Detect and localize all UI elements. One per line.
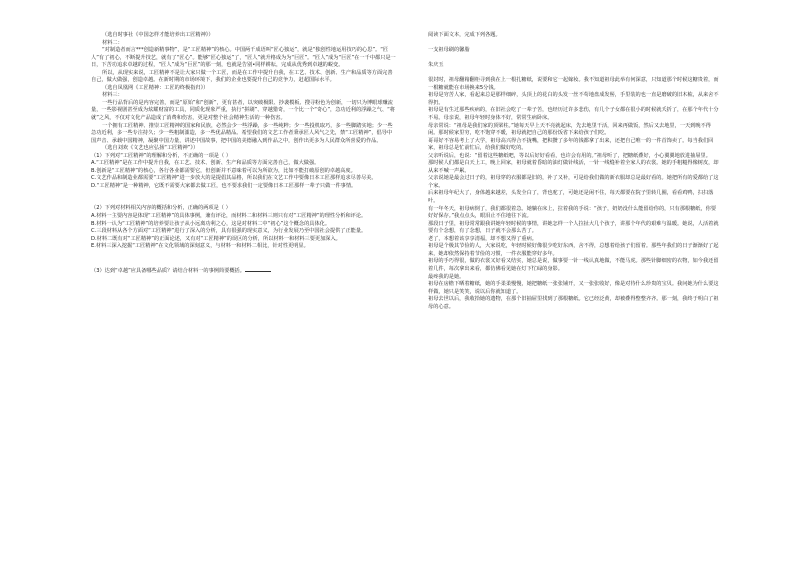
left-column	[91, 32, 396, 275]
paragraph: 有一年冬天，祖母病倒了，我们都很着急。她躺在床上，拉着我的手说：“孩子，奶奶没什么能留给你的，只有那根糖纸，你要好好保存。”我点点头，眼泪止不住地往下流。	[428, 205, 717, 220]
paragraph: 所以，从现实来说，工匠精神不是让大家只做一个工匠，而是在工作中提升自我，在工艺、技术、创新、生产和品质等方面完善自己，做大做强，创造卓越。在新时期的市场环境下，我们的企业也要提升自己的竞争力，赶超国际水平。	[91, 69, 393, 84]
paragraph: 最疼我的是她。	[428, 273, 465, 280]
source-note: （选自刘欢《文艺也应弘扬“工匠精神”》）	[102, 145, 199, 152]
paragraph: 祖母是有生过那些疾病的，在旧社会吃了一辈子苦，也经历过许多悲伤，有几个子女都在很小的时候就夭折了，在那个年代十分不易。母亲说，祖母年轻时身体不好，常常生病卧床。	[428, 107, 719, 122]
option-b: B.材料一认为“工匠精神”的培养要让孩子从小远离功利之心，这是对材料二中“初心”这个概念的具体化。	[91, 220, 331, 227]
paragraph: 哥哥好不容易考上了大学，祖母高兴得合不拢嘴，把积攒了多年的钱都拿了出来，还把自己唯一的一件首饰卖了。每当我们回家，祖母总是忙前忙后，给我们做好吃的。	[428, 137, 714, 152]
paragraph: 那时候人们都是白天上工，晚上回家，祖母就着昏暗的油灯做针线活，一针一线缝补着全家人的衣裳。她的手粗糙得像树皮，却从来不喊一声累。	[428, 160, 719, 174]
paragraph: 祖母的手巧得很，做的衣裳又好看又结实，她总是说，做事要一针一线认真地做，不能马虎。那些针脚细密的衣物，如今我还留着几件，每次拿出来看，都仿佛看见她在灯下忙碌的身影。	[428, 258, 719, 272]
answer-blank	[245, 266, 271, 272]
instructions: 阅读下面文本，完成下列各题。	[428, 32, 501, 38]
paragraph: 祖母是穷苦人家，看起来总是那样细碎，头顶上的花白的头发一丝不苟地盘成发髻，手里装的也一直是磨破的旧木梳，从来舍不得扔。	[428, 92, 719, 106]
paragraph: 一些行品背后的是内容完善，而是“原始”和“创新”，更有甚者，以突破极限、抄袭模板、搜寻粉色为创新，一切只为博眼球赚流量，一些影视剧甚至成为炫耀财富的工具，同质化现象严重，执行“拼刷”、穿越猎奇，一个比一个“奇心”，急功近利的浮躁之气、“将就”之风，不仅对文化产品造成了消费和伤害，更是对整个社会精神生活的一种伤害。	[91, 99, 395, 122]
material-heading: 材料二：	[102, 39, 123, 46]
story-author: 朱庆玉	[428, 62, 444, 69]
paragraph: 那段日子里，祖母常常跟我讲她年轻时候的事情，讲她怎样一个人拉扯大几个孩子，讲那个年代的艰难与温暖。她说，人活着就要有个念想，有了念想，日子就不会那么苦了。	[428, 220, 719, 235]
paragraph: “对制造者而言***创造新精事物”，是“工匠精神”的核心。中国两千成语叫“匠心独运”，就是“独创性地运用技巧的心思”。“匠人”有了初心，不断提升技艺，就有了“匠心”。能够“匠心独运”了，“匠人”就升格成为为“巨匠”。“匠人”成为“巨匠”在一千中都只是一日，下苦功追求卓越的过程，“匠人”成为“巨匠”的那一刻，也就是告别•同样耕耘，完成从优秀到卓越的蜕变。	[91, 47, 396, 69]
option-a: A.材料一主要内容是体现“工匠精神”的具体事例，兼有评论，而材料二和材料三则只有对“工匠精神”的理性分析和评论。	[91, 213, 367, 220]
question-1: （1）下列对“工匠精神”的理解和分析，不正确的一项是（ ）	[91, 152, 232, 159]
source-note: （选自时事社《中国怎样才能培养出工匠精神》）	[102, 32, 214, 38]
option-b: B.创新是“工匠精神”的核心，各行各业都需要它，但创新并不意味着可以为所欲为，比如不能打破原创的卓越高度。	[91, 167, 356, 174]
paragraph: 很封时，祖母翻箱翻柜寻到我在上一根扎糖纸，说要和它一起嫁妆。我不知道祖母此举有何深意，只知道那个时候这糖贵着，而一根糖就能在市场换来5分钱。	[428, 77, 719, 91]
question-2: （2）下列对材料相关内容的概括和分析，正确的两项是（ ）	[91, 205, 231, 212]
paragraph: 祖母是个极其节俭的人，大家说吃，年轻时候好像很少吃好东西，舍不得，总想着给孩子们留着。那些年我们的日子渐渐好了起来，她却依然保持着节俭的习惯，一件衣服能穿好多年。	[428, 243, 719, 257]
option-d: D.材料二既有对“工匠精神”的正面论述，又有对“工匠精神”的误区的分析，所以材料一和材料三要更加深入。	[91, 235, 341, 242]
story-title: 一支祖母刷的馨脂	[428, 47, 470, 54]
option-c: C.文艺作品和制造业都需要“工匠精神”进一步放大的是提倡其品格，所以我们在文艺工作中要像日本工匠那样追求尽善尽美。	[91, 175, 377, 182]
option-a: A.“工匠精神”是在工作中提升自我，在工艺、技术、创新、生产和品质等方面完善自己，做大做强。	[91, 160, 320, 167]
source-note: （选自凤凰网《工匠精神：工匠的终极指归》）	[102, 84, 209, 91]
right-column	[428, 32, 720, 311]
option-d: D.“工匠精神”是一种精神，它既不需要大家都去做工匠，也不要求我们一定要像日本工匠那样一辈子只做一件事情。	[91, 182, 357, 189]
paragraph: 母亲常说：“祖母是我们家的顶梁柱。”她每天早上天不亮就起床，先去地里干活，回来再做饭，然后又去地里，一天到晚不得闲。那时候家里穷，吃不饱穿不暖，祖母就把自己的那份饭省下来给孩子们吃。	[428, 122, 711, 137]
question-3-text: （3）达到“卓越”应具备哪些品质？请结合材料一的事例简要概括。	[91, 267, 245, 274]
paragraph: 后来祖母年纪大了，身体越来越差，头发全白了，背也驼了，可她还是闲不住，每天都要在院子里转几圈，看看鸡鸭，扫扫落叶。	[428, 190, 714, 205]
option-c: C.三段材料从各个方面对“工匠精神”进行了深入的分析，具有很强的现实意义，为行业发展乃至中国社会提供了正能量。	[91, 228, 367, 235]
paragraph: 祖母去世以后，我收拾她的遗物，在那个旧抽屉里找到了那根糖纸。它已经泛黄，却被叠得整整齐齐。那一刻，我终于明白了祖母的心意。	[428, 296, 719, 310]
paragraph: 父亲听说后，也说：“留着这些糖纸吧，等以后好好看看，也许会有用的。”祖母听了，把糖纸叠好，小心翼翼地放进抽屉里。	[428, 152, 711, 159]
paragraph: 父亲说她是最会过日子的，祖母穿的衣服都是旧的，补了又补，可是给我们做的新衣服却总是最好看的。她把所有的爱都给了这个家。	[428, 175, 719, 189]
material-heading: 材料三：	[102, 92, 123, 99]
question-3	[91, 266, 396, 276]
paragraph: 祖母在房檐下晒着糖纸，她的手柔柔慢慢，她把糖纸一张张铺开，又一张张收好，像是对待什么珍贵的宝贝。我问她为什么要这样做，她只是笑笑，说以后你就知道了。	[428, 281, 719, 295]
option-e: E.材料三深入挖掘“工匠精神”在文化领域的深刻意义，与材料一和材料二相比，针对性更明显。	[91, 243, 309, 250]
paragraph: 老了，本想着该享享清福，却不想又得了重病。	[428, 235, 537, 242]
paragraph: 一个拥有工匠精神、推崇工匠精神的国家和民族，必然会少一些浮躁，多一些纯粹；少一些投机取巧，多一些脚踏实地；少一些急功近利，多一些专注持久；少一些粗制滥造，多一些优品精品。希望我们的文艺工作者秉承匠人风气之先，禁“工匠精神”，倡导中国声音、承载中国精神，凝聚中国力量，讲述中国故事，把中国的美德融入到作品之中，创作出更多为人民群众所喜爱的作品。	[91, 122, 393, 144]
